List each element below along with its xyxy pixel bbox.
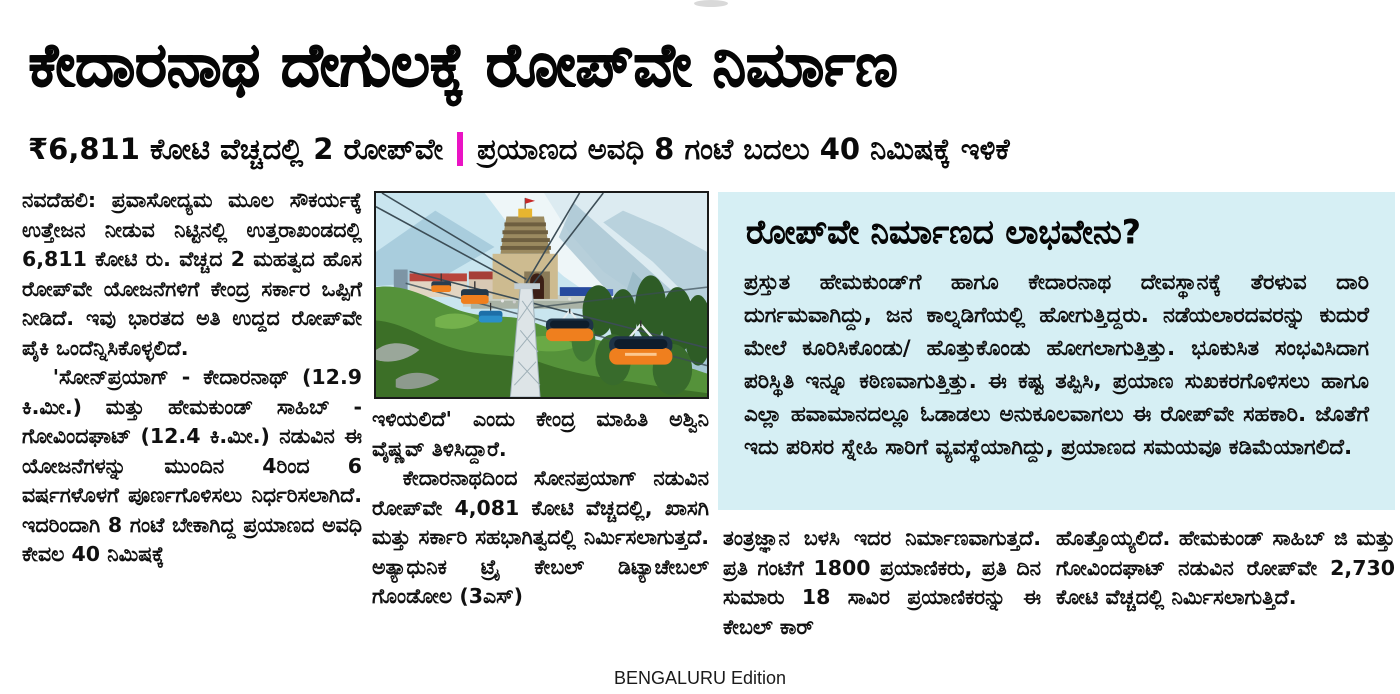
paragraph: 'ಸೋನ್‌ಪ್ರಯಾಗ್ - ಕೇದಾರನಾಥ್ (12.9 ಕಿ.ಮೀ.) ಮತ್ತು ಹೇಮಕುಂಡ್ ಸಾಹಿಬ್ - ಗೋವಿಂದಘಾಟ್ (12.4 ಕಿ.ಮೀ.) ನಡುವಿನ ಈ ಯೋಜನೆಗಳನ್ನು ಮುಂದಿನ 4ರಿಂದ 6 ವರ್ಷಗಳೊಳಗೆ ಪೂರ್ಣಗೊಳಿಸಲು ನಿರ್ಧರಿಸಲಾಗಿದೆ. ಇದರಿಂದಾಗಿ 8 ಗಂಟೆ ಬೇಕಾಗಿದ್ದ ಪ್ರಯಾಣದ ಅವಧಿ ಕೇವಲ 40 ನಿಮಿಷಕ್ಕೆ	[22, 365, 362, 566]
benefits-info-box	[718, 192, 1395, 510]
photo-illustration	[376, 193, 707, 397]
subheadline	[28, 124, 1380, 174]
article-column-1	[22, 186, 362, 660]
article-column-4	[1056, 524, 1395, 664]
edition-label: BENGALURU Edition	[613, 668, 787, 688]
subheadline-left: ₹6,811 ಕೋಟಿ ವೆಚ್ಚದಲ್ಲಿ 2 ರೋಪ್‌ವೇ	[28, 131, 444, 166]
info-box-body: ಪ್ರಸ್ತುತ ಹೇಮಕುಂಡ್‌ಗೆ ಹಾಗೂ ಕೇದಾರನಾಥ ದೇವಸ್ಥಾನಕ್ಕೆ ತೆರಳುವ ದಾರಿ ದುರ್ಗಮವಾಗಿದ್ದು, ಜನ ಕಾಲ್ನಡಿಗೆಯಲ್ಲಿ ಹೋಗುತ್ತಿದ್ದರು. ನಡೆಯಲಾರದವರನ್ನು ಕುದುರೆ ಮೇಲೆ ಕೂರಿಸಿಕೊಂಡು/ ಹೊತ್ತುಕೊಂಡು ಹೋಗಲಾಗುತ್ತಿತ್ತು. ಭೂಕುಸಿತ ಸಂಭವಿಸಿದಾಗ ಪರಿಸ್ಥಿತಿ ಇನ್ನೂ ಕಠಿಣವಾಗುತ್ತಿತ್ತು. ಈ ಕಷ್ಟ ತಪ್ಪಿಸಿ, ಪ್ರಯಾಣ ಸುಖಕರಗೊಳಿಸಲು ಹಾಗೂ ಎಲ್ಲಾ ಹವಾಮಾನದಲ್ಲೂ ಓಡಾಡಲು ಅನುಕೂಲವಾಗಲು ಈ ರೋಪ್‌ವೇ ಸಹಕಾರಿ. ಜೊತೆಗೆ ಇದು ಪರಿಸರ ಸ್ನೇಹಿ ಸಾರಿಗೆ ವ್ಯವಸ್ಥೆಯಾಗಿದ್ದು, ಪ್ರಯಾಣದ ಸಮಯವೂ ಕಡಿಮೆಯಾಗಲಿದೆ.	[744, 270, 1369, 460]
headline: ಕೇದಾರನಾಥ ದೇಗುಲಕ್ಕೆ ರೋಪ್‌ವೇ ನಿರ್ಮಾಣ	[28, 30, 898, 100]
paragraph: ಹೊತ್ತೊಯ್ಯಲಿದೆ. ಹೇಮಕುಂಡ್ ಸಾಹಿಬ್ ಜಿ ಮತ್ತು ಗೋವಿಂದಘಾಟ್ ನಡುವಿನ ರೋಪ್‌ವೇ 2,730 ಕೋಟಿ ವೆಚ್ಚದಲ್ಲಿ ನಿರ್ಮಿಸಲಾಗುತ್ತಿದೆ.	[1056, 526, 1395, 609]
article-column-2	[372, 405, 709, 660]
subheadline-separator	[457, 132, 463, 166]
paragraph: ಕೇದಾರನಾಥದಿಂದ ಸೋನಪ್ರಯಾಗ್ ನಡುವಿನ ರೋಪ್‌ವೇ 4,081 ಕೋಟಿ ವೆಚ್ಚದಲ್ಲಿ, ಖಾಸಗಿ ಮತ್ತು ಸರ್ಕಾರಿ ಸಹಭಾಗಿತ್ವದಲ್ಲಿ ನಿರ್ಮಿಸಲಾಗುತ್ತದೆ. ಅತ್ಯಾಧುನಿಕ ಟ್ರೈ ಕೇಬಲ್ ಡಿಟ್ಯಾಚೇಬಲ್ ಗೊಂಡೋಲ (3ಎಸ್)	[372, 466, 709, 608]
subheadline-right: ಪ್ರಯಾಣದ ಅವಧಿ 8 ಗಂಟೆ ಬದಲು 40 ನಿಮಿಷಕ್ಕೆ ಇಳಿಕೆ	[477, 131, 1010, 166]
paragraph: ತಂತ್ರಜ್ಞಾನ ಬಳಸಿ ಇದರ ನಿರ್ಮಾಣವಾಗುತ್ತದೆ. ಪ್ರತಿ ಗಂಟೆಗೆ 1800 ಪ್ರಯಾಣಿಕರು, ಪ್ರತಿ ದಿನ ಸುಮಾರು 18 ಸಾವಿರ ಪ್ರಯಾಣಿಕರನ್ನು ಈ ಕೇಬಲ್ ಕಾರ್	[723, 526, 1041, 639]
info-box-title: ರೋಪ್‌ವೇ ನಿರ್ಮಾಣದ ಲಾಭವೇನು?	[746, 212, 1141, 251]
paragraph: ಇಳಿಯಲಿದೆ' ಎಂದು ಕೇಂದ್ರ ಮಾಹಿತಿ ಅಶ್ವಿನಿ ವೈಷ್ಣವ್ ತಿಳಿಸಿದ್ದಾರೆ.	[372, 407, 709, 461]
article-column-3	[723, 524, 1041, 664]
kedarnath-ropeway-photo	[374, 191, 709, 399]
paragraph: ನವದೆಹಲಿ: ಪ್ರವಾಸೋದ್ಯಮ ಮೂಲ ಸೌಕರ್ಯಕ್ಕೆ ಉತ್ತೇಜನ ನೀಡುವ ನಿಟ್ಟಿನಲ್ಲಿ ಉತ್ತರಾಖಂಡದಲ್ಲಿ 6,811 ಕೋಟಿ ರು. ವೆಚ್ಚದ 2 ಮಹತ್ವದ ಹೊಸ ರೋಪ್‌ವೇ ಯೋಜನೆಗಳಿಗೆ ಕೇಂದ್ರ ಸರ್ಕಾರ ಒಪ್ಪಿಗೆ ನೀಡಿದೆ. ಇವು ಭಾರತದ ಅತಿ ಉದ್ದದ ರೋಪ್‌ವೇ ಪೈಕಿ ಒಂದೆನ್ನಿಸಿಕೊಳ್ಳಲಿದೆ.	[22, 188, 362, 360]
